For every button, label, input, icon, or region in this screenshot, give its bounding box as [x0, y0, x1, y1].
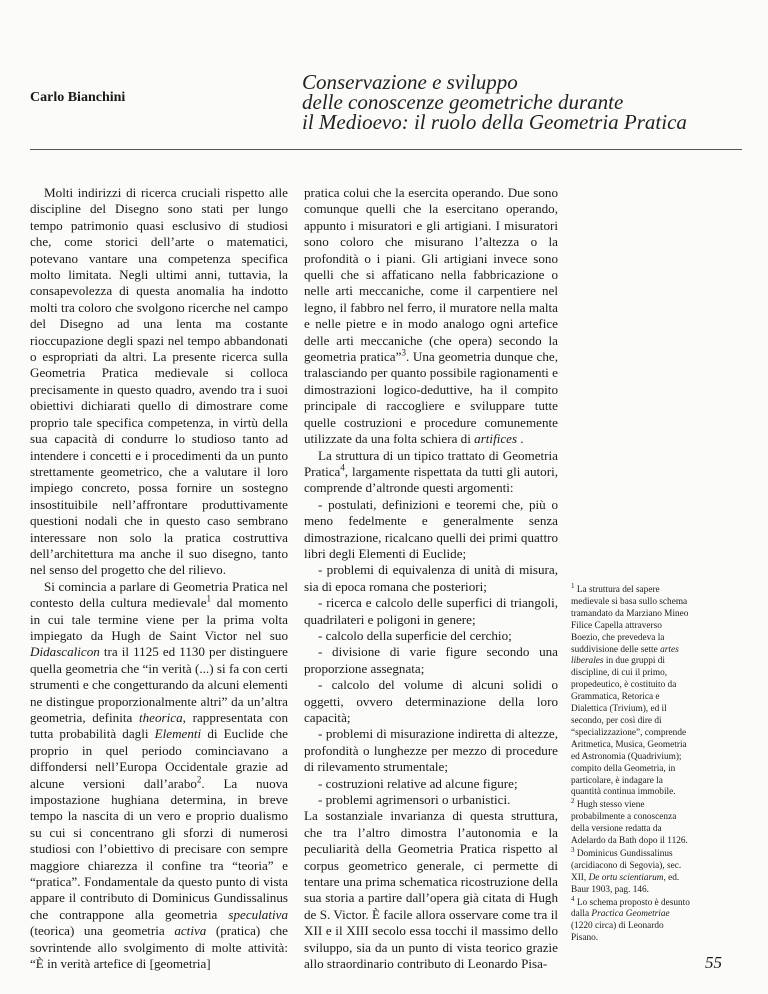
- footnote-4: $^4$ Lo schema proposto è desunto dalla Practica Geometriae (1220 circa) di Leonardo Pisano.: [571, 894, 690, 944]
- paragraph: pratica colui che la esercita operando. Due sono comunque quelli che la esercitano operando, appunto i misuratori e gli artigiani. I misuratori sono coloro che misurano l’altezza o la profondità o i piani. Gli artigiani invece sono quelli che si affaticano nella fabbricazione o nelle arti meccaniche, come il carpentiere nel legno, il fabbro nel ferro, il muratore nella malta e nelle pietre e in modo analogo ogni artefice delle arti meccaniche (che opera) secondo la geometria pratica”$^3$. Una geometria dunque che, tralasciando per quanto possibile ragionamenti e dimostrazioni logico-deduttive, ha il compito principale di raccogliere e sviluppare tutte quelle costruzioni e procedure comunemente utilizzate da una folta schiera di artifices .: [304, 185, 558, 447]
- header-rule: [30, 149, 742, 150]
- list-item: - ricerca e calcolo delle superfici di triangoli, quadrilateri e poligoni in genere;: [304, 595, 558, 627]
- list-item: - costruzioni relative ad alcune figure;: [318, 775, 518, 791]
- text-column-2: [304, 185, 558, 973]
- footnote-ref: 1: [206, 593, 212, 604]
- page-number: 55: [705, 953, 722, 972]
- list-item: - calcolo del volume di alcuni solidi o oggetti, ovvero determinazione della loro capacità;: [304, 677, 558, 725]
- paragraph: La struttura di un tipico trattato di Geometria Pratica$^4$, largamente rispettata da tutti gli autori, comprende d’altronde questi argomenti:: [304, 447, 558, 496]
- footnotes: [571, 581, 690, 946]
- list-item: - problemi di misurazione indiretta di altezze, profondità o lunghezze per mezzo di procedure di rilevamento strumentale;: [304, 726, 558, 775]
- list-item: - postulati, definizioni e teoremi che, più o meno fedelmente e generalmente senza dimostrazione, ricalcano quelli dei primi quattro libri degli Elementi di Euclide;: [304, 496, 558, 561]
- footnote-ref: 3: [401, 347, 406, 358]
- footnote-ref: 4: [340, 462, 345, 473]
- footnote-3: $^3$ Dominicus Gundissalinus (arcidiacono di Segovia), sec. XII, De ortu scientiarum, ed. Baur 1903, pag. 146.: [571, 845, 682, 895]
- title-line-3: il Medioevo: il ruolo della Geometria Pratica: [302, 110, 687, 134]
- title-line-2: delle conoscenze geometriche durante: [302, 90, 624, 114]
- footnote-1: $^1$ La struttura del sapere medievale si basa sullo schema tramandato da Marziano Mineo Filice Capella attraverso Boezio, che prevedeva la suddivisione delle sette artes liberales in due gruppi di discipline, di cui il primo, propedeutico, è costituito da Grammatica, Retorica e Dialettica (Trivium), ed il secondo, per così dire di “specializzazione”, comprende Aritmetica, Musica, Geometria ed Astronomia (Quadrivium); compito della Geometria, in particolare, è indagare la quantità continua immobile.: [571, 581, 689, 798]
- list-item: - problemi agrimensori o urbanistici.: [318, 792, 511, 808]
- list-item: - problemi di equivalenza di unità di misura, sia di epoca romana che posteriori;: [304, 562, 558, 594]
- list-item: - divisione di varie figure secondo una proporzione assegnata;: [304, 644, 558, 676]
- article-title: [302, 72, 742, 132]
- list-item: - calcolo della superficie del cerchio;: [318, 627, 512, 643]
- footnote-ref: 2: [196, 774, 202, 785]
- paragraph: Molti indirizzi di ricerca cruciali rispetto alle discipline del Disegno sono stati per lungo tempo patrimonio quasi esclusivo di studiosi che, come storici dell’arte o matematici, potevano vantare una competenza specifica molto limitata. Negli ultimi anni, tuttavia, la consapevolezza di questa anomalia ha indotto molti tra coloro che svolgono ricerche nel campo del Disegno ad una lenta ma costante rioccupazione degli spazi nel tempo abbandonati o espropriati da altri. La presente ricerca sulla Geometria Pratica medievale si colloca precisamente in questo quadro, avendo tra i suoi obiettivi dichiarati quello di dimostrare come proprio tale specifica competenza, in virtù della sua capacità di condurre lo studioso tanto ad intendere i concetti e i procedimenti da un punto strettamente geometrico, che a valutare il loro impiego concreto, possa fornire un sostegno insostituibile nell’affrontare produttivamente questioni nodali che in questo caso sembrano interessare non solo la pratica costruttiva dell’architettura ma anche il suo disegno, tanto nel senso del progetto che del rilievo.: [30, 185, 288, 578]
- author-name: Carlo Bianchini: [30, 90, 126, 105]
- title-line-1: Conservazione e sviluppo: [302, 70, 518, 94]
- paragraph: Si comincia a parlare di Geometria Pratica nel contesto della cultura medievale$^1$ dal momento in cui tale termine viene per la prima volta impiegato da Hugh de Saint Victor nel suo Didascalicon tra il 1125 ed 1130 per distinguere quella geometria che “in verità (...) si fa con certi strumenti e che congetturando da alcuni elementi ne distingue proporzionalmente altri” da un’altra geometria, definita theorica, rappresentata con tutta probabilità dagli Elementi di Euclide che proprio in quel periodo cominciavano a diffondersi nell’Europa Occidentale grazie ad alcune versioni dall’arabo$^2$. La nuova impostazione hughiana determina, in breve tempo la nascita di un vero e proprio dualismo su cui si concentrano gli sforzi di numerosi studiosi con l’obiettivo di precisare con sempre maggiore chiarezza il confine tra “teoria” e “pratica”. Fondamentale da questo punto di vista appare il contributo di Dominicus Gundissalinus che contrappone alla geometria speculativa (teorica) una geometria activa (pratica) che sovrintende allo svolgimento di molte attività: “È in verità artefice di [geometria]: [30, 578, 288, 972]
- text-column-1: [30, 185, 288, 973]
- paragraph: La sostanziale invarianza di questa struttura, che tra l’altro dimostra l’autonomia e la peculiarità della Geometria Pratica rispetto al corpus geometrico generale, ci permette di tentare una prima schematica ricostruzione della sua storia a partire dall’opera già citata di Hugh de S. Victor. È facile allora osservare come tra il XII e il XIII secolo essa tocchi il massimo dello sviluppo, sia da un punto di vista teorico grazie allo straordinario contributo di Leonardo Pisa-: [304, 808, 558, 972]
- footnote-2: $^2$ Hugh stesso viene probabilmente a conoscenza della versione redatta da Adelardo da Bath dopo il 1126.: [571, 797, 688, 847]
